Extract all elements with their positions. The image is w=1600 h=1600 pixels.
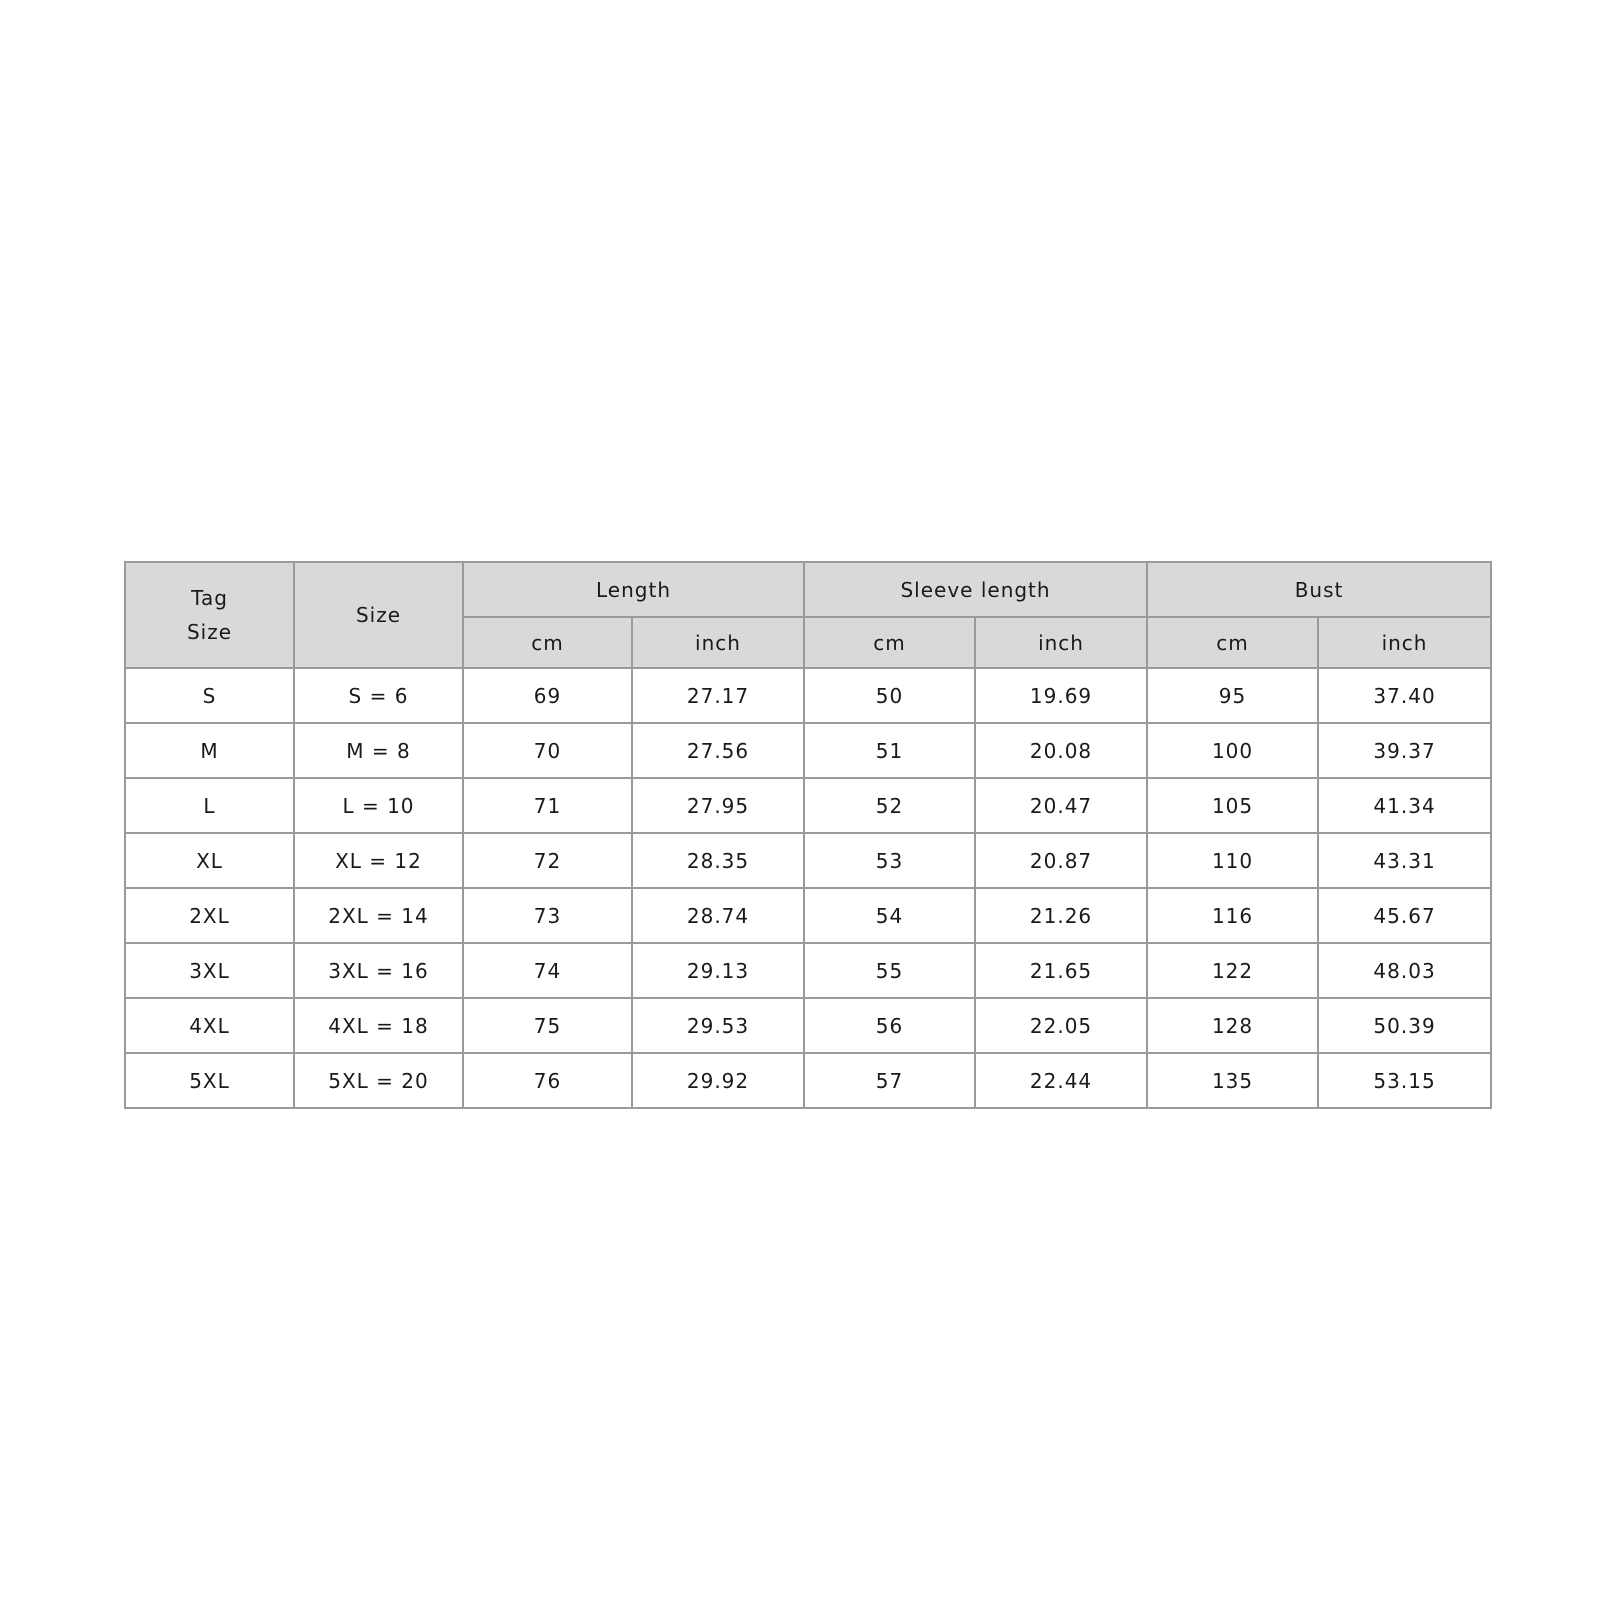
header-sleeve-length: Sleeve length (804, 562, 1147, 617)
sleeve-inch-cell: 20.47 (975, 778, 1147, 833)
bust-cm-cell: 95 (1147, 668, 1318, 723)
sleeve-cm-cell: 55 (804, 943, 975, 998)
length-inch-cell: 29.53 (632, 998, 804, 1053)
header-unit-sleeve-cm: cm (804, 617, 975, 668)
size-cell: 5XL = 20 (294, 1053, 463, 1108)
table-header (125, 562, 1491, 668)
bust-inch-cell: 39.37 (1318, 723, 1491, 778)
tag-size-cell: M (125, 723, 294, 778)
sleeve-cm-cell: 50 (804, 668, 975, 723)
sleeve-cm-cell: 54 (804, 888, 975, 943)
bust-inch-cell: 45.67 (1318, 888, 1491, 943)
table-row (125, 723, 1491, 778)
sleeve-inch-cell: 22.05 (975, 998, 1147, 1053)
bust-inch-cell: 41.34 (1318, 778, 1491, 833)
sleeve-inch-cell: 19.69 (975, 668, 1147, 723)
size-cell: 4XL = 18 (294, 998, 463, 1053)
header-tag-size (125, 562, 294, 668)
bust-cm-cell: 105 (1147, 778, 1318, 833)
length-inch-cell: 27.17 (632, 668, 804, 723)
table-row (125, 1053, 1491, 1108)
length-cm-cell: 75 (463, 998, 632, 1053)
header-unit-bust-cm: cm (1147, 617, 1318, 668)
length-cm-cell: 73 (463, 888, 632, 943)
size-cell: XL = 12 (294, 833, 463, 888)
bust-cm-cell: 122 (1147, 943, 1318, 998)
bust-cm-cell: 128 (1147, 998, 1318, 1053)
header-size: Size (294, 562, 463, 668)
length-inch-cell: 27.56 (632, 723, 804, 778)
size-cell: 2XL = 14 (294, 888, 463, 943)
sleeve-cm-cell: 53 (804, 833, 975, 888)
length-cm-cell: 69 (463, 668, 632, 723)
sleeve-inch-cell: 22.44 (975, 1053, 1147, 1108)
length-cm-cell: 71 (463, 778, 632, 833)
header-length: Length (463, 562, 804, 617)
tag-size-cell: 2XL (125, 888, 294, 943)
table-row (125, 943, 1491, 998)
header-unit-bust-inch: inch (1318, 617, 1491, 668)
length-cm-cell: 74 (463, 943, 632, 998)
table-row (125, 833, 1491, 888)
sleeve-cm-cell: 56 (804, 998, 975, 1053)
tag-size-cell: XL (125, 833, 294, 888)
header-tag-size-line2: Size (186, 620, 233, 644)
header-tag-size-line1: Tag (191, 586, 228, 610)
bust-cm-cell: 100 (1147, 723, 1318, 778)
size-cell: M = 8 (294, 723, 463, 778)
bust-inch-cell: 48.03 (1318, 943, 1491, 998)
size-cell: 3XL = 16 (294, 943, 463, 998)
size-cell: L = 10 (294, 778, 463, 833)
sleeve-inch-cell: 21.65 (975, 943, 1147, 998)
header-unit-length-inch: inch (632, 617, 804, 668)
sleeve-cm-cell: 52 (804, 778, 975, 833)
bust-inch-cell: 53.15 (1318, 1053, 1491, 1108)
tag-size-cell: 5XL (125, 1053, 294, 1108)
sleeve-inch-cell: 20.08 (975, 723, 1147, 778)
sleeve-cm-cell: 57 (804, 1053, 975, 1108)
tag-size-cell: 4XL (125, 998, 294, 1053)
bust-cm-cell: 135 (1147, 1053, 1318, 1108)
length-inch-cell: 28.35 (632, 833, 804, 888)
tag-size-cell: 3XL (125, 943, 294, 998)
bust-inch-cell: 50.39 (1318, 998, 1491, 1053)
header-unit-sleeve-inch: inch (975, 617, 1147, 668)
bust-inch-cell: 37.40 (1318, 668, 1491, 723)
table-row (125, 668, 1491, 723)
length-cm-cell: 70 (463, 723, 632, 778)
length-cm-cell: 76 (463, 1053, 632, 1108)
bust-inch-cell: 43.31 (1318, 833, 1491, 888)
size-chart-table (124, 561, 1492, 1109)
bust-cm-cell: 110 (1147, 833, 1318, 888)
tag-size-cell: S (125, 668, 294, 723)
bust-cm-cell: 116 (1147, 888, 1318, 943)
header-unit-length-cm: cm (463, 617, 632, 668)
length-cm-cell: 72 (463, 833, 632, 888)
sleeve-cm-cell: 51 (804, 723, 975, 778)
table-row (125, 888, 1491, 943)
table-row (125, 998, 1491, 1053)
tag-size-cell: L (125, 778, 294, 833)
table-row (125, 778, 1491, 833)
length-inch-cell: 29.92 (632, 1053, 804, 1108)
table-body (125, 668, 1491, 1108)
length-inch-cell: 28.74 (632, 888, 804, 943)
size-cell: S = 6 (294, 668, 463, 723)
header-bust: Bust (1147, 562, 1491, 617)
sleeve-inch-cell: 21.26 (975, 888, 1147, 943)
length-inch-cell: 29.13 (632, 943, 804, 998)
header-row-groups (125, 562, 1491, 617)
sleeve-inch-cell: 20.87 (975, 833, 1147, 888)
length-inch-cell: 27.95 (632, 778, 804, 833)
